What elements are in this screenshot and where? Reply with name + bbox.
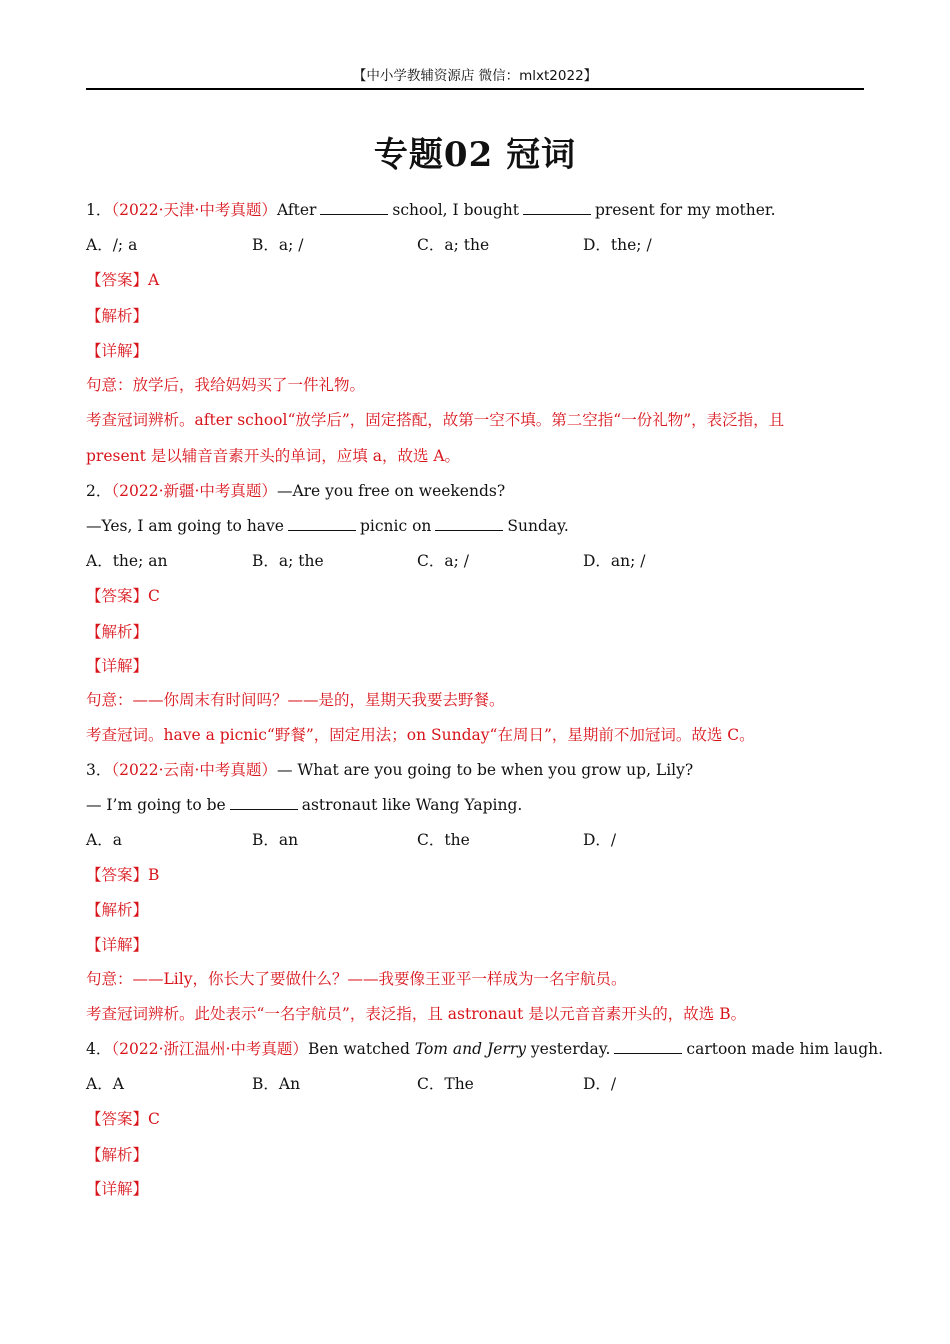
explanation: 考查冠词辨析。after school“放学后”，固定搭配，故第一空不填。第二空指“一份礼物”，表泛指，且 bbox=[86, 411, 785, 429]
detail-label: 【详解】 bbox=[86, 342, 149, 360]
question-2-options bbox=[86, 550, 864, 572]
question-4-options bbox=[86, 1073, 864, 1095]
detail-label: 【详解】 bbox=[86, 657, 149, 675]
question-3-stem: 3．（2022·云南·中考真题）— What are you going to be when you grow up, Lily? bbox=[86, 761, 694, 779]
answer-blank bbox=[614, 1039, 682, 1054]
answer-blank bbox=[320, 200, 388, 215]
question-3-line2: — I’m going to be astronaut like Wang Yaping. bbox=[86, 796, 523, 814]
answer-line: 【答案】B bbox=[86, 866, 160, 884]
page-title: 专题02 冠词 bbox=[373, 135, 577, 175]
option-c: C．a; / bbox=[417, 552, 469, 570]
option-a: A．A bbox=[86, 1075, 124, 1093]
question-3-options bbox=[86, 829, 864, 851]
option-d: D．an; / bbox=[583, 552, 646, 570]
question-4-stem: 4．（2022·浙江温州·中考真题）Ben watched Tom and Jerry yesterday. cartoon made him laugh. bbox=[86, 1040, 884, 1058]
answer-blank bbox=[435, 516, 503, 531]
option-a: A．/; a bbox=[86, 236, 138, 254]
option-d: D．the; / bbox=[583, 236, 652, 254]
sentence-meaning: 句意：——Lily，你长大了要做什么？——我要像王亚平一样成为一名宇航员。 bbox=[86, 970, 627, 988]
detail-label: 【详解】 bbox=[86, 936, 149, 954]
option-b: B．An bbox=[252, 1075, 301, 1093]
question-number: 1． bbox=[86, 201, 112, 219]
option-c: C．The bbox=[417, 1075, 474, 1093]
option-b: B．a; the bbox=[252, 552, 324, 570]
option-b: B．a; / bbox=[252, 236, 304, 254]
sentence-meaning: 句意：——你周末有时间吗？——是的，星期天我要去野餐。 bbox=[86, 691, 505, 709]
question-number: 4． bbox=[86, 1040, 112, 1058]
question-1-stem: 1．（2022·天津·中考真题）After school, I bought present for my mother. bbox=[86, 201, 776, 219]
option-a: A．a bbox=[86, 831, 122, 849]
explanation-continued: present 是以辅音音素开头的单词，应填 a，故选 A。 bbox=[86, 447, 461, 465]
answer-blank bbox=[288, 516, 356, 531]
movie-title: Tom and Jerry bbox=[414, 1040, 526, 1058]
question-source: （2022·云南·中考真题） bbox=[111, 761, 277, 779]
question-1-options bbox=[86, 234, 864, 256]
analysis-label: 【解析】 bbox=[86, 1146, 149, 1164]
question-number: 2． bbox=[86, 482, 112, 500]
analysis-label: 【解析】 bbox=[86, 901, 149, 919]
answer-line: 【答案】A bbox=[86, 271, 160, 289]
page-header: 【中小学教辅资源店 微信：mlxt2022】 bbox=[86, 66, 864, 90]
option-b: B．an bbox=[252, 831, 299, 849]
answer-line: 【答案】C bbox=[86, 587, 160, 605]
explanation: 考查冠词。have a picnic“野餐”，固定用法；on Sunday“在周日”，星期前不加冠词。故选 C。 bbox=[86, 726, 755, 744]
sentence-meaning: 句意：放学后，我给妈妈买了一件礼物。 bbox=[86, 376, 366, 394]
question-number: 3． bbox=[86, 761, 112, 779]
answer-blank bbox=[523, 200, 591, 215]
question-source: （2022·浙江温州·中考真题） bbox=[111, 1040, 308, 1058]
answer-line: 【答案】C bbox=[86, 1110, 160, 1128]
option-d: D．/ bbox=[583, 1075, 617, 1093]
question-2-stem: 2．（2022·新疆·中考真题）—Are you free on weekends? bbox=[86, 482, 506, 500]
option-d: D．/ bbox=[583, 831, 617, 849]
option-a: A．the; an bbox=[86, 552, 168, 570]
detail-label: 【详解】 bbox=[86, 1180, 149, 1198]
option-c: C．the bbox=[417, 831, 470, 849]
explanation: 考查冠词辨析。此处表示“一名宇航员”，表泛指，且 astronaut 是以元音音素开头的，故选 B。 bbox=[86, 1005, 747, 1023]
answer-blank bbox=[230, 795, 298, 810]
question-2-line2: —Yes, I am going to have picnic on Sunday. bbox=[86, 517, 569, 535]
analysis-label: 【解析】 bbox=[86, 307, 149, 325]
analysis-label: 【解析】 bbox=[86, 623, 149, 641]
option-c: C．a; the bbox=[417, 236, 490, 254]
question-source: （2022·天津·中考真题） bbox=[111, 201, 277, 219]
question-source: （2022·新疆·中考真题） bbox=[111, 482, 277, 500]
